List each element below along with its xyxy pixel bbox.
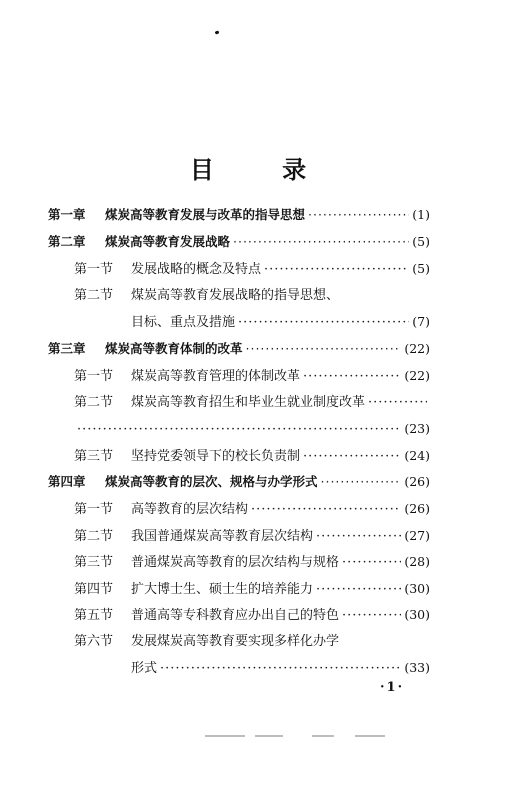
toc-entry-label: 第二节	[74, 395, 114, 410]
toc-entry-title: 普通煤炭高等教育的层次结构与规格	[131, 555, 340, 570]
toc-entry-title: 发展战略的概念及特点	[131, 262, 262, 277]
toc-entry-page: (30)	[404, 581, 430, 596]
toc-entry-title: 煤炭高等教育管理的体制改革	[131, 369, 301, 384]
toc-entry-label: 第五节	[74, 608, 114, 623]
toc-entry-label: 第二节	[74, 288, 114, 303]
toc-entry-section[interactable]	[48, 605, 430, 625]
toc-entry-title: 扩大博士生、硕士生的培养能力	[131, 582, 314, 597]
toc-entry-title: 煤炭高等教育发展与改革的指导思想	[105, 207, 306, 222]
toc-entry-section[interactable]	[48, 632, 430, 652]
scan-smudge	[355, 735, 385, 737]
toc-entry-page: (23)	[404, 421, 430, 436]
toc-entry-page: (27)	[404, 528, 430, 543]
dot-leader	[233, 232, 409, 252]
toc-entry-page: (7)	[412, 314, 430, 329]
dot-leader	[246, 339, 402, 359]
toc-entry-title: 目标、重点及措施	[131, 315, 236, 330]
dot-leader	[303, 367, 401, 387]
toc-entry-title: 坚持党委领导下的校长负责制	[131, 449, 301, 464]
toc-entry-continuation[interactable]	[48, 312, 430, 332]
toc-entry-chapter-4[interactable]	[48, 472, 430, 492]
toc-entry-title: 煤炭高等教育发展战略的指导思想、	[131, 288, 340, 303]
dot-leader	[264, 260, 409, 280]
dot-leader	[308, 205, 409, 225]
dot-leader	[77, 420, 401, 440]
toc-entry-chapter-3[interactable]	[48, 339, 430, 359]
toc-entry-label: 第三节	[74, 555, 114, 570]
dot-leader	[342, 606, 401, 626]
toc-entry-page: (26)	[404, 474, 430, 489]
toc-entry-section[interactable]	[48, 259, 430, 279]
toc-entry-page: (22)	[404, 368, 430, 383]
toc-entry-continuation[interactable]	[48, 419, 430, 439]
dot-leader	[368, 393, 427, 413]
toc-entry-page: (30)	[404, 607, 430, 622]
toc-entry-section[interactable]	[48, 286, 430, 306]
toc-entry-section[interactable]	[48, 499, 430, 519]
toc-entry-continuation[interactable]	[48, 658, 430, 678]
toc-entry-chapter-1[interactable]	[48, 205, 430, 225]
toc-entry-title: 形式	[131, 661, 158, 676]
toc-entry-page: (1)	[412, 207, 430, 222]
toc-entry-label: 第三节	[74, 449, 114, 464]
toc-entry-section[interactable]	[48, 446, 430, 466]
toc-entry-page: (26)	[404, 501, 430, 516]
toc-entry-page: (33)	[404, 660, 430, 675]
toc-entry-title: 煤炭高等教育发展战略	[105, 234, 231, 249]
toc-entry-page: (22)	[404, 341, 430, 356]
toc-entry-label: 第一节	[74, 369, 114, 384]
toc-entry-label: 第二节	[74, 529, 114, 544]
dot-leader	[321, 472, 402, 492]
dot-leader	[342, 553, 401, 573]
toc-entry-label: 第四章	[48, 474, 86, 489]
toc-entry-title: 煤炭高等教育招生和毕业生就业制度改革	[131, 395, 366, 410]
toc-entry-title: 煤炭高等教育的层次、规格与办学形式	[105, 474, 318, 489]
toc-entry-page: (5)	[412, 261, 430, 276]
toc-entry-page: (24)	[404, 448, 430, 463]
dot-leader	[160, 659, 401, 679]
ink-speck	[215, 30, 220, 34]
toc-entry-section[interactable]	[48, 526, 430, 546]
scan-smudge	[312, 735, 334, 737]
toc-entry-section[interactable]	[48, 366, 430, 386]
toc-entry-section[interactable]	[48, 552, 430, 572]
toc-entry-page: (5)	[412, 234, 430, 249]
page-title: 目 录	[189, 156, 337, 184]
toc-entry-section[interactable]	[48, 393, 430, 413]
toc-entry-title: 煤炭高等教育体制的改革	[105, 341, 243, 356]
dot-leader	[251, 500, 401, 520]
toc-entry-page: (28)	[404, 554, 430, 569]
scan-smudge	[255, 735, 283, 737]
toc-entry-title: 我国普通煤炭高等教育层次结构	[131, 529, 314, 544]
toc-entry-label: 第三章	[48, 341, 86, 356]
toc-entry-title: 高等教育的层次结构	[131, 502, 249, 517]
toc-entry-title: 普通高等专科教育应办出自己的特色	[131, 608, 340, 623]
dot-leader	[316, 527, 401, 547]
scan-smudge	[205, 735, 245, 737]
toc-entry-section[interactable]	[48, 579, 430, 599]
toc-entry-label: 第一节	[74, 502, 114, 517]
toc-entry-label: 第二章	[48, 234, 86, 249]
dot-leader	[316, 580, 401, 600]
page-number: ·1·	[380, 680, 405, 695]
toc-entry-label: 第一章	[48, 207, 86, 222]
toc-entry-title: 发展煤炭高等教育要实现多样化办学	[131, 634, 340, 649]
dot-leader	[238, 313, 409, 333]
toc-entry-label: 第一节	[74, 262, 114, 277]
toc-entry-chapter-2[interactable]	[48, 232, 430, 252]
toc-entry-label: 第六节	[74, 634, 114, 649]
dot-leader	[303, 447, 401, 467]
toc-entry-label: 第四节	[74, 582, 114, 597]
